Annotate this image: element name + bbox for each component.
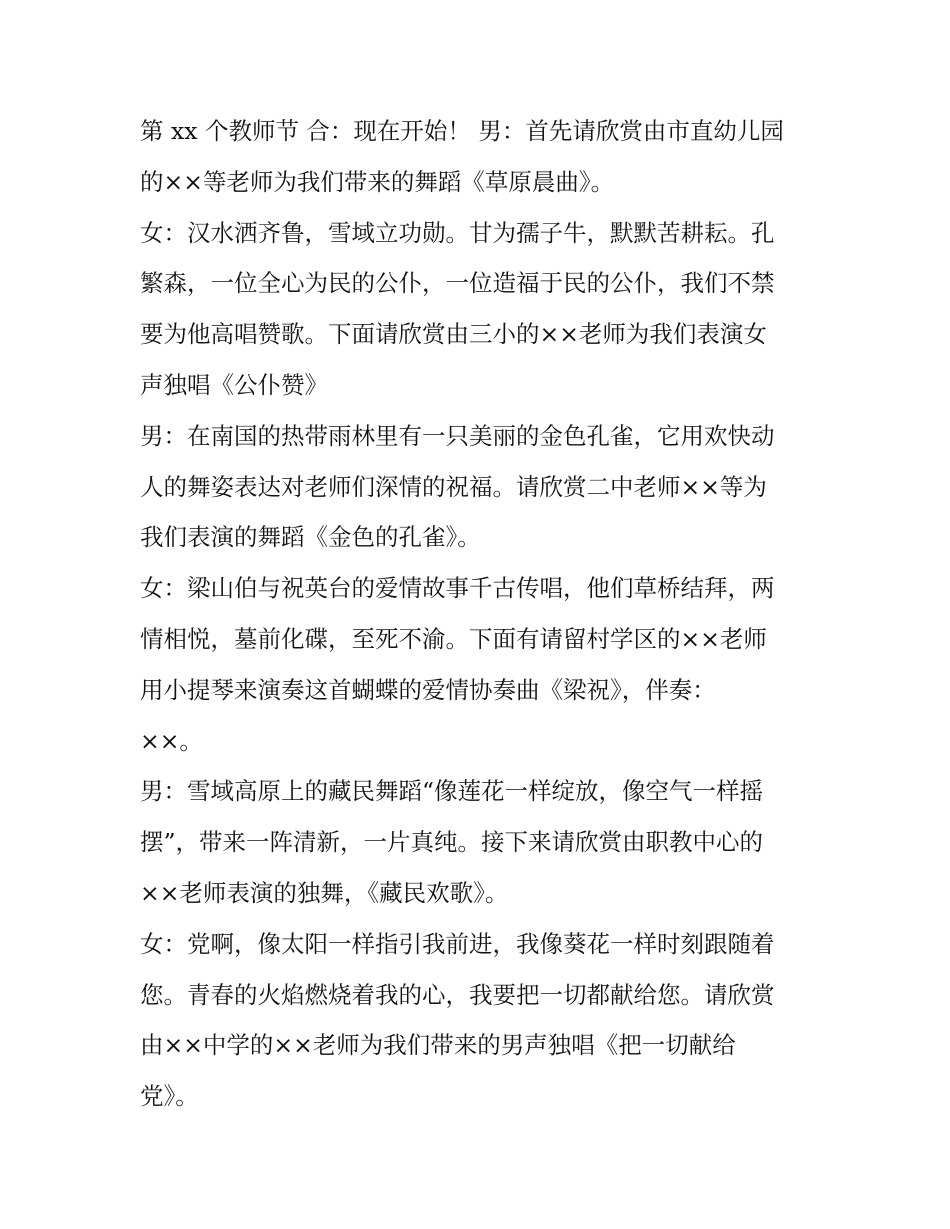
text-line: 情相悦，墓前化碟，至死不渝。下面有请留村学区的××老师 bbox=[140, 624, 767, 653]
text-line: 声独唱《公仆赞》 bbox=[140, 370, 328, 399]
text-line: 摆”，带来一阵清新，一片真纯。接下来请欣赏由职教中心的 bbox=[140, 828, 764, 857]
text-line: 第 xx 个教师节 合：现在开始！ 男：首先请欣赏由市直幼儿园 bbox=[140, 117, 784, 145]
text-line: 用小提琴来演奏这首蝴蝶的爱情协奏曲《梁祝》，伴奏： bbox=[140, 675, 716, 704]
text-line: 男：雪域高原上的藏民舞蹈“像莲花一样绽放，像空气一样摇 bbox=[140, 777, 764, 806]
text-line: 党》。 bbox=[140, 1082, 199, 1111]
text-line: 我们表演的舞蹈《金色的孔雀》。 bbox=[140, 523, 481, 552]
text-line: 男：在南国的热带雨林里有一只美丽的金色孔雀，它用欢快动 bbox=[140, 421, 775, 450]
text-line: ××老师表演的独舞，《藏民欢歌》。 bbox=[140, 878, 509, 907]
text-line: 人的舞姿表达对老师们深情的祝福。请欣赏二中老师××等为 bbox=[140, 472, 767, 501]
text-line: 女：汉水洒齐鲁，雪域立功勋。甘为孺子牛，默默苦耕耘。孔 bbox=[140, 218, 775, 247]
text-line: 的××等老师为我们带来的舞蹈《草原晨曲》。 bbox=[140, 167, 615, 196]
text-line: 女：梁山伯与祝英台的爱情故事千古传唱，他们草桥结拜，两 bbox=[140, 574, 775, 603]
text-line: ××。 bbox=[140, 726, 203, 755]
text-line: 女：党啊，像太阳一样指引我前进，我像葵花一样时刻跟随着 bbox=[140, 929, 775, 958]
text-line: 由××中学的××老师为我们带来的男声独唱《把一切献给 bbox=[140, 1031, 736, 1060]
text-line: 您。青春的火焰燃烧着我的心，我要把一切都献给您。请欣赏 bbox=[140, 980, 775, 1009]
text-line: 繁森，一位全心为民的公仆，一位造福于民的公仆，我们不禁 bbox=[140, 269, 775, 298]
text-line: 要为他高唱赞歌。下面请欣赏由三小的××老师为我们表演女 bbox=[140, 320, 767, 349]
document-body bbox=[140, 106, 820, 1122]
